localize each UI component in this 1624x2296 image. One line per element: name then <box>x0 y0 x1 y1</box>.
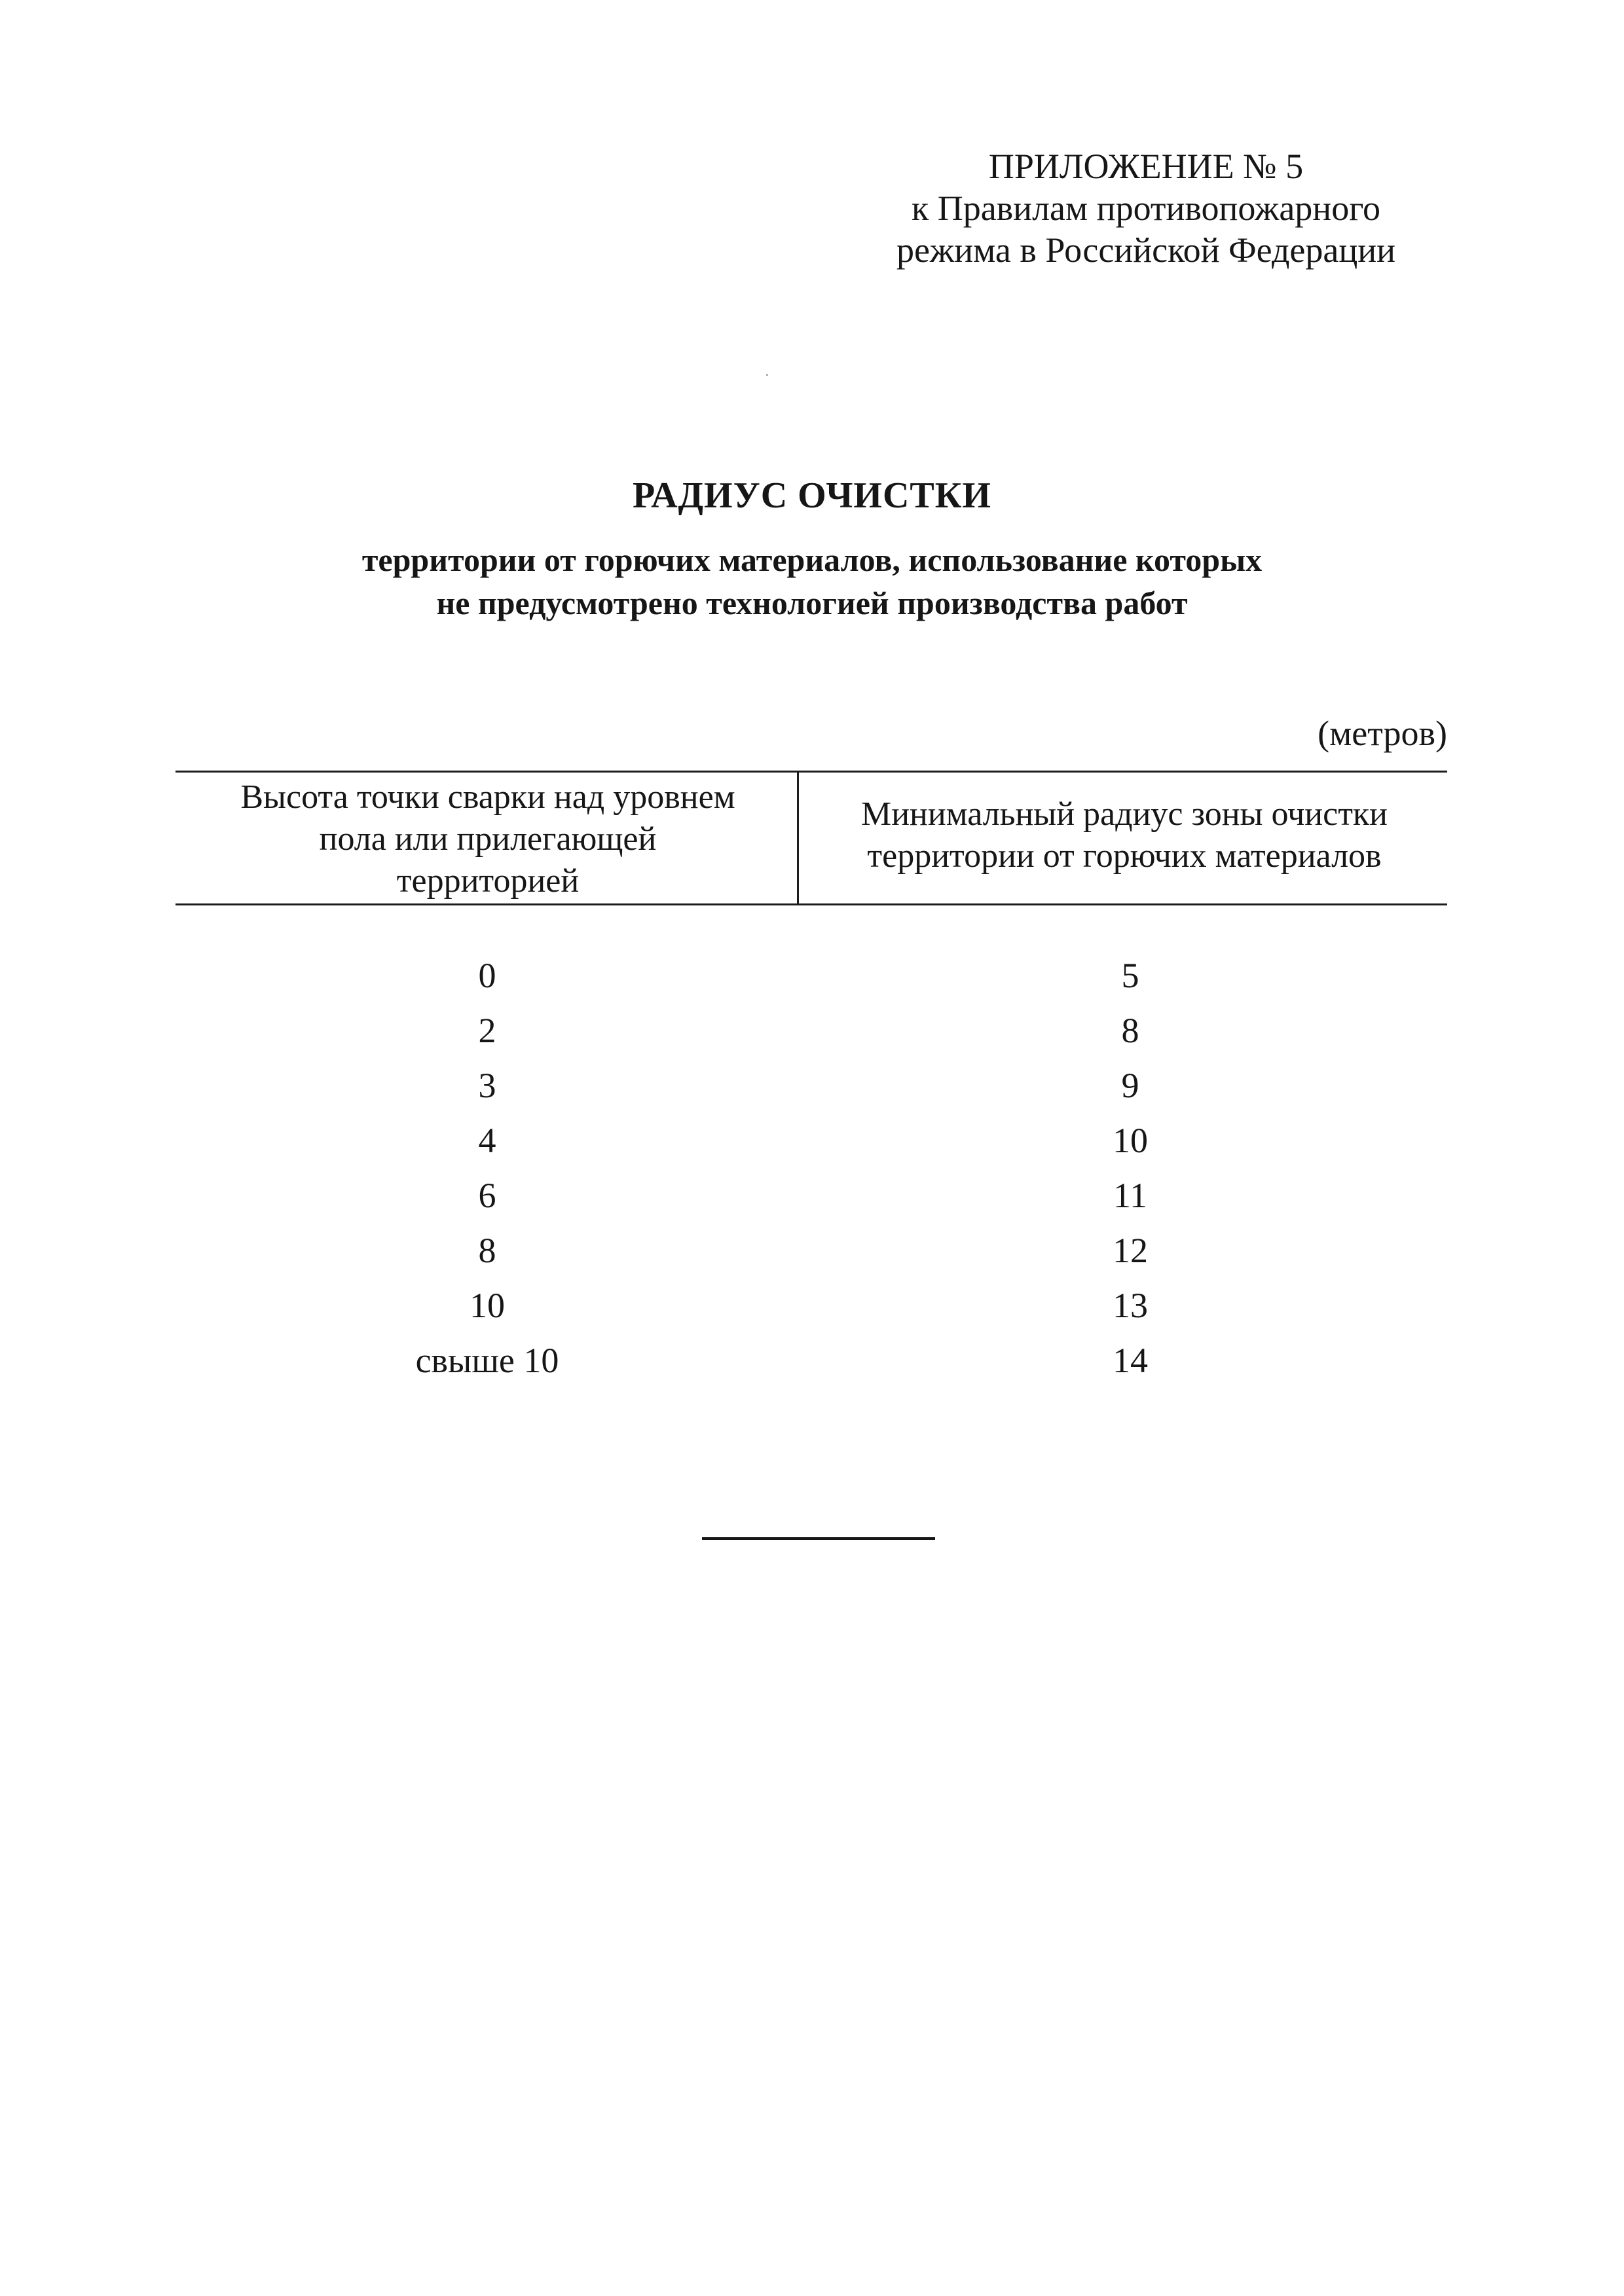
cell-radius: 13 <box>1113 1286 1148 1325</box>
table-row <box>175 1065 1447 1120</box>
subtitle-line-2: не предусмотрено технологией производства работ <box>436 585 1188 621</box>
cell-height: 6 <box>478 1176 496 1215</box>
cell-radius: 14 <box>1113 1341 1148 1380</box>
table-row <box>175 1010 1447 1065</box>
table-column-divider <box>797 771 799 905</box>
column-header-height <box>190 776 786 902</box>
cell-height: 8 <box>478 1231 496 1270</box>
appendix-reference-cont: режима в Российской Федерации <box>896 230 1396 270</box>
column-header-radius-line-1: Минимальный радиус зоны очистки <box>860 795 1388 833</box>
cell-radius: 8 <box>1121 1011 1139 1050</box>
cell-height: 3 <box>478 1066 496 1105</box>
column-header-height-line-2: пола или прилегающей <box>319 820 657 858</box>
document-title: РАДИУС ОЧИСТКИ <box>633 475 991 516</box>
appendix-number: ПРИЛОЖЕНИЕ № 5 <box>988 147 1304 186</box>
table-row <box>175 955 1447 1010</box>
cell-radius: 10 <box>1113 1121 1148 1160</box>
scan-speck <box>766 374 768 376</box>
table-body <box>175 955 1447 1394</box>
column-header-height-line-3: территорией <box>396 862 580 900</box>
appendix-reference: к Правилам противопожарного <box>911 189 1381 228</box>
table-row <box>175 1120 1447 1175</box>
cell-height: свыше 10 <box>415 1341 559 1380</box>
column-header-height-line-1: Высота точки сварки над уровнем <box>240 778 735 816</box>
table-row <box>175 1339 1447 1394</box>
cell-radius: 12 <box>1113 1231 1148 1270</box>
table-top-rule <box>175 771 1447 773</box>
table-row <box>175 1230 1447 1285</box>
cell-radius: 5 <box>1121 956 1139 995</box>
cell-radius: 11 <box>1113 1176 1147 1215</box>
subtitle-line-1: территории от горючих материалов, использование которых <box>361 541 1263 578</box>
column-header-radius <box>807 793 1442 877</box>
end-of-document-rule <box>702 1537 935 1540</box>
cell-height: 4 <box>478 1121 496 1160</box>
document-subtitle <box>0 538 1624 625</box>
table-row <box>175 1285 1447 1339</box>
appendix-header <box>851 145 1441 271</box>
unit-label: (метров) <box>1318 714 1447 753</box>
table-header-rule <box>175 903 1447 905</box>
cell-radius: 9 <box>1121 1066 1139 1105</box>
cell-height: 2 <box>478 1011 496 1050</box>
column-header-radius-line-2: территории от горючих материалов <box>867 837 1382 875</box>
cell-height: 10 <box>470 1286 505 1325</box>
table-row <box>175 1175 1447 1230</box>
cell-height: 0 <box>478 956 496 995</box>
